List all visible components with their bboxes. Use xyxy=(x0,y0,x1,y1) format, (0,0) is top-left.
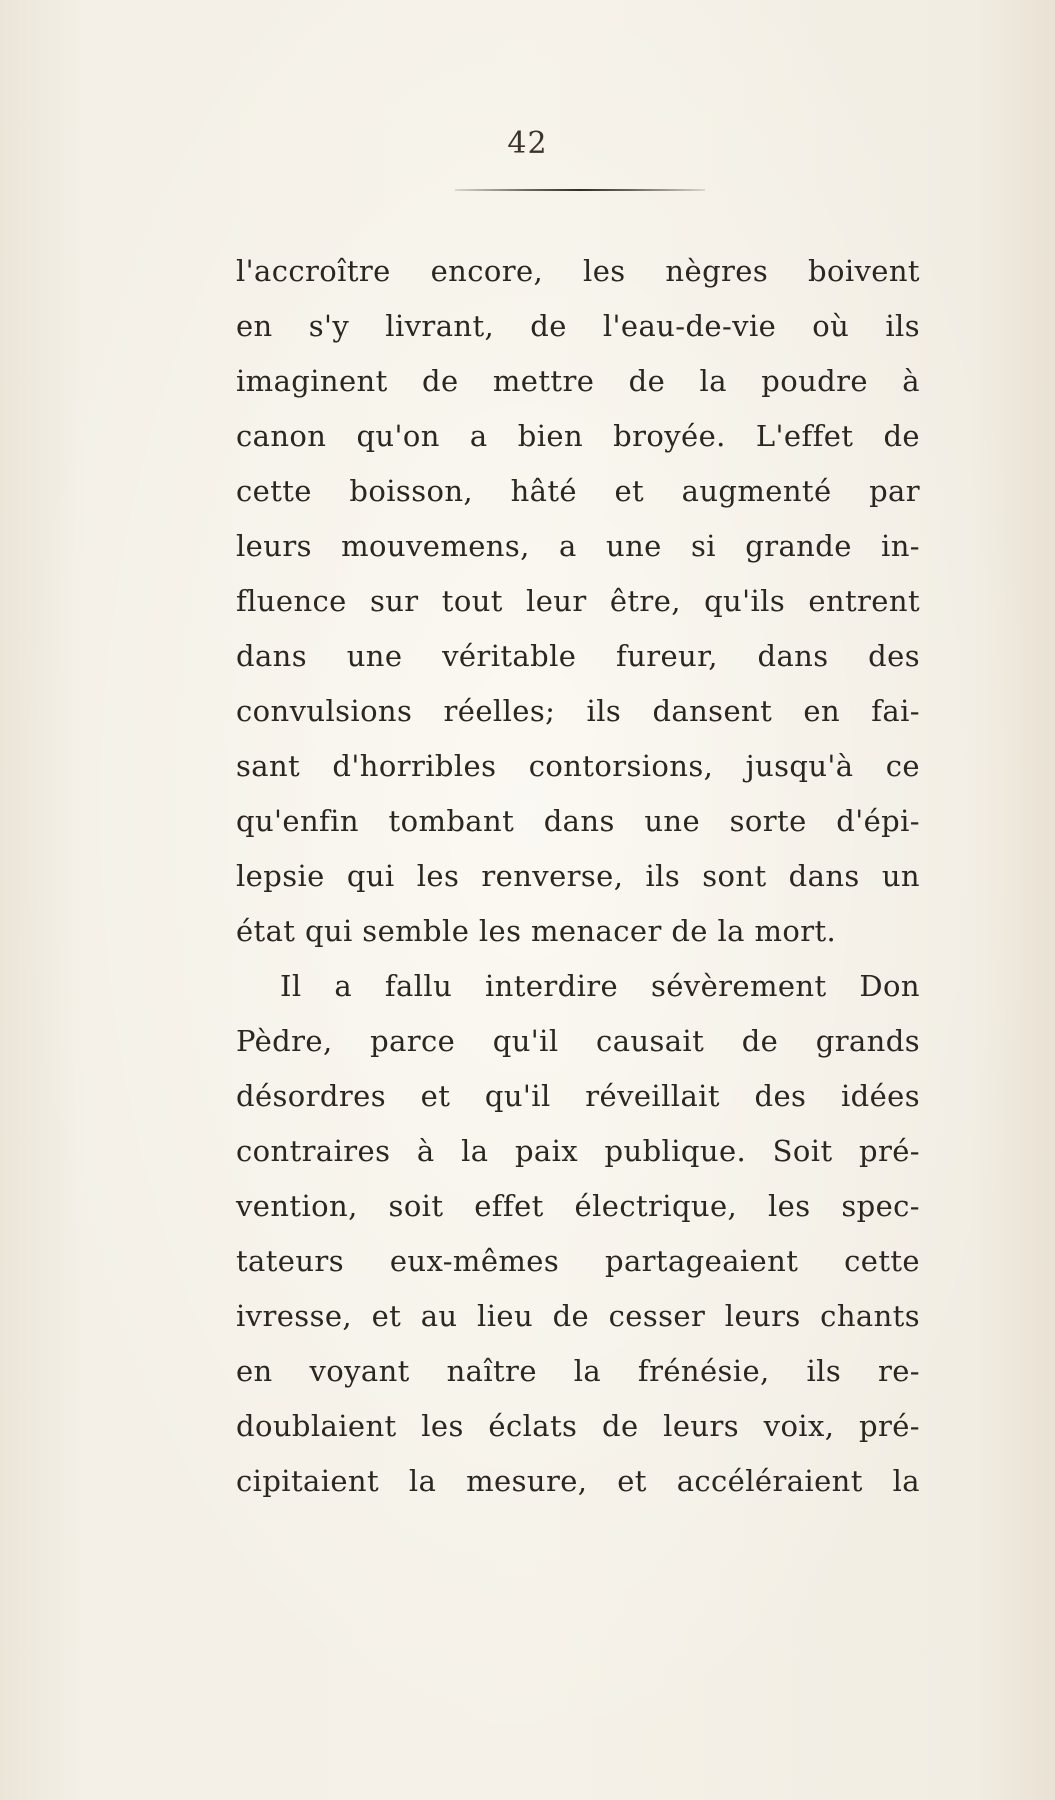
text-line: désordres et qu'il réveillait des idées xyxy=(236,1079,920,1113)
text-line: doublaient les éclats de leurs voix, pré- xyxy=(236,1409,920,1443)
text-line: Il a fallu interdire sévèrement Don xyxy=(280,969,920,1003)
text-line: tateurs eux-mêmes partageaient cette xyxy=(236,1244,920,1278)
text-line: état qui semble les menacer de la mort. xyxy=(236,914,837,948)
text-line: convulsions réelles; ils dansent en fai- xyxy=(236,694,920,728)
text-line: fluence sur tout leur être, qu'ils entrent xyxy=(236,584,920,618)
text-line: lepsie qui les renverse, ils sont dans un xyxy=(236,859,920,893)
text-line: l'accroître encore, les nègres boivent xyxy=(236,254,920,288)
text-line: cipitaient la mesure, et accéléraient la xyxy=(236,1464,920,1498)
text-line: qu'enfin tombant dans une sorte d'épi- xyxy=(236,804,920,838)
body-text xyxy=(236,244,920,1509)
text-line: cette boisson, hâté et augmenté par xyxy=(236,474,920,508)
text-line: vention, soit effet électrique, les spec- xyxy=(236,1189,920,1223)
text-line: canon qu'on a bien broyée. L'effet de xyxy=(236,419,920,453)
text-line: imaginent de mettre de la poudre à xyxy=(236,364,920,398)
page-number: 42 xyxy=(507,126,548,161)
text-line: sant d'horribles contorsions, jusqu'à ce xyxy=(236,749,920,783)
text-line: leurs mouvemens, a une si grande in- xyxy=(236,529,920,563)
text-line: Pèdre, parce qu'il causait de grands xyxy=(236,1024,920,1058)
text-line: contraires à la paix publique. Soit pré- xyxy=(236,1134,920,1168)
text-line: ivresse, et au lieu de cesser leurs chants xyxy=(236,1299,920,1333)
text-line: en s'y livrant, de l'eau-de-vie où ils xyxy=(236,309,920,343)
text-line: dans une véritable fureur, dans des xyxy=(236,639,920,673)
text-line: en voyant naître la frénésie, ils re- xyxy=(236,1354,920,1388)
header-rule xyxy=(455,189,705,191)
